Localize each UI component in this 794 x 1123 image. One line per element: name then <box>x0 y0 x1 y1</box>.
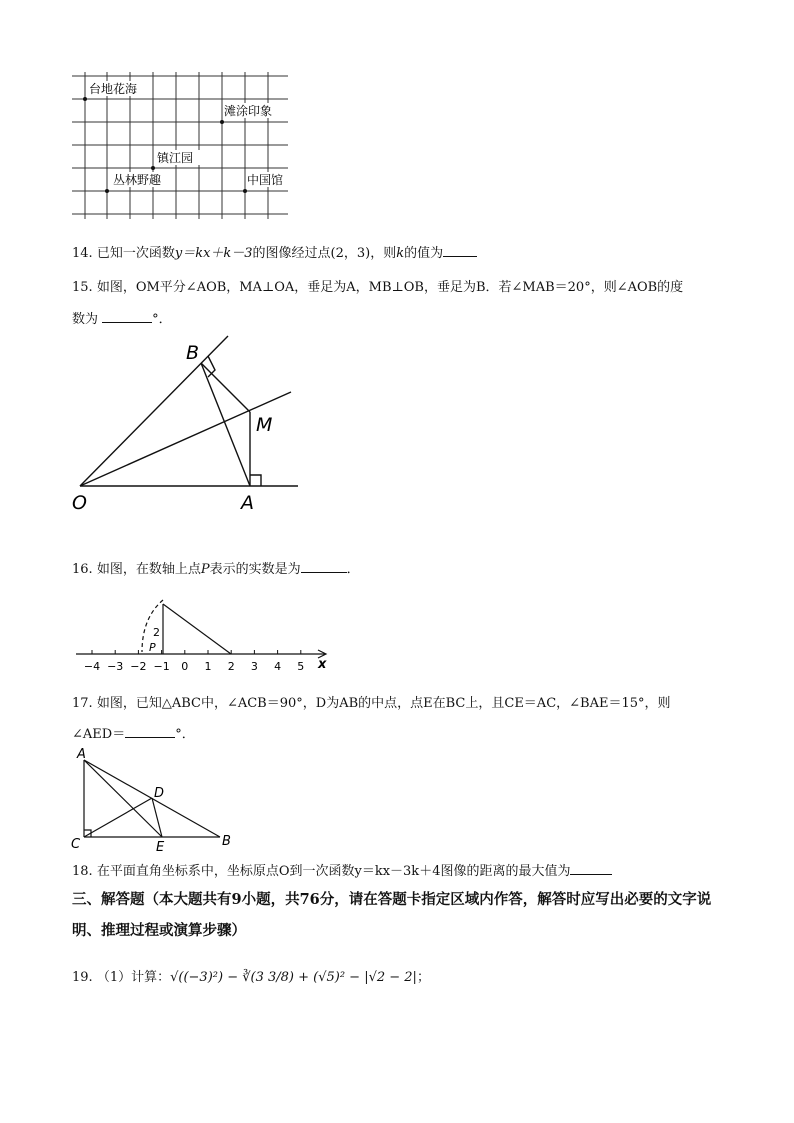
label-d: D <box>154 786 165 801</box>
point-conglin <box>105 189 109 193</box>
tick-label: 3 <box>250 660 258 673</box>
question-18 <box>72 860 612 879</box>
q16-number-line-figure <box>70 590 340 676</box>
tick-label: 1 <box>204 660 212 673</box>
tick-label: −4 <box>83 660 101 673</box>
point-zhenjiang <box>151 166 155 170</box>
segment-ab <box>201 363 250 486</box>
tick-label: 5 <box>297 660 305 673</box>
q14-text-mid: 的图像经过点(2，3)，则 <box>252 246 397 261</box>
question-17-line-2 <box>72 723 195 742</box>
label-conglin: 丛林野趣 <box>113 173 162 187</box>
q14-answer-blank <box>443 244 477 257</box>
hypotenuse-segment <box>163 604 231 654</box>
tick-label: 2 <box>227 660 235 673</box>
question-17-line-1 <box>72 692 671 711</box>
label-o: O <box>72 492 87 514</box>
q19-end: ； <box>416 970 430 985</box>
q18-text: 在平面直角坐标系中，坐标原点O到一次函数y＝kx－3k＋4图像的距离的最大值为 <box>96 864 571 879</box>
q17-line1: 如图，已知△ABC中，∠ACB＝90°，D为AB的中点，点E在BC上，且CE＝AC，∠BAE＝15°，则 <box>96 696 671 711</box>
tick-label: −1 <box>153 660 170 673</box>
q14-formula: y＝kx＋k－3 <box>174 246 253 261</box>
point-taidi <box>83 97 87 101</box>
ray-om <box>80 392 291 486</box>
segment-mb <box>201 363 250 412</box>
q15-line2-before: 数为 <box>72 312 99 327</box>
right-angle-b <box>208 356 215 377</box>
q17-answer-blank <box>125 725 175 738</box>
q19-expression: √((−3)²) − ∛(3 3/8) + (√5)² − |√2 − 2| <box>170 970 417 985</box>
q15-line2-after: °． <box>152 312 172 327</box>
q16-answer-blank <box>301 560 347 573</box>
q15-line1: 如图，OM平分∠AOB，MA⊥OA，垂足为A，MB⊥OB，垂足为B．若∠MAB＝20°，则∠AOB的度 <box>96 280 684 295</box>
q16-point: P <box>200 562 210 577</box>
tick-label: 0 <box>181 660 189 673</box>
label-a: A <box>241 492 254 514</box>
label-a: A <box>77 747 86 762</box>
height-label: 2 <box>153 626 160 639</box>
label-tantu: 滩涂印象 <box>224 104 273 118</box>
question-19 <box>72 966 430 985</box>
label-m: M <box>256 414 273 436</box>
point-tantu <box>220 120 224 124</box>
q19-number: 19. <box>72 970 93 985</box>
right-angle-a <box>250 475 261 486</box>
q15-figure <box>66 334 306 514</box>
tick-label: −2 <box>130 660 147 673</box>
q14-text-after: 的值为 <box>404 246 444 261</box>
question-16 <box>72 558 360 577</box>
label-b: B <box>186 342 200 364</box>
label-zhongguo: 中国馆 <box>247 173 284 187</box>
q16-number: 16. <box>72 562 93 577</box>
q18-number: 18. <box>72 864 93 879</box>
q17-number: 17. <box>72 696 93 711</box>
q17-line2-before: ∠AED＝ <box>72 727 126 742</box>
question-15-line-1 <box>72 276 683 295</box>
tick-label: 4 <box>274 660 282 673</box>
q17-line2-after: °． <box>175 727 195 742</box>
q19-part: （1）计算： <box>96 970 171 985</box>
q15-answer-blank <box>102 310 152 323</box>
tick-label: −3 <box>107 660 124 673</box>
label-c: C <box>71 837 81 852</box>
label-zhenjiang: 镇江园 <box>157 151 194 165</box>
label-taidi: 台地花海 <box>89 82 138 96</box>
question-15-line-2 <box>72 308 172 327</box>
point-p-label: P <box>149 641 156 654</box>
q15-number: 15. <box>72 280 93 295</box>
q14-var: k <box>396 246 405 261</box>
point-zhongguo <box>243 189 247 193</box>
q14-number: 14. <box>72 246 93 261</box>
question-14 <box>72 242 477 261</box>
q17-figure <box>68 744 248 856</box>
section-3-heading: 三、解答题（本大题共有9小题，共76分，请在答题卡指定区域内作答，解答时应写出必要的文字说明、推理过程或演算步骤） <box>72 891 712 939</box>
q16-text-before: 如图，在数轴上点 <box>96 562 201 577</box>
ray-ob <box>80 336 228 486</box>
axis-label-x: x <box>318 657 327 672</box>
q16-text-after: 表示的实数是为 <box>209 562 301 577</box>
q16-end: ． <box>346 562 360 577</box>
label-b: B <box>222 834 231 849</box>
grid-map-figure <box>60 62 300 227</box>
label-e: E <box>156 840 165 855</box>
q14-text-before: 已知一次函数 <box>96 246 175 261</box>
q18-answer-blank <box>570 862 612 875</box>
